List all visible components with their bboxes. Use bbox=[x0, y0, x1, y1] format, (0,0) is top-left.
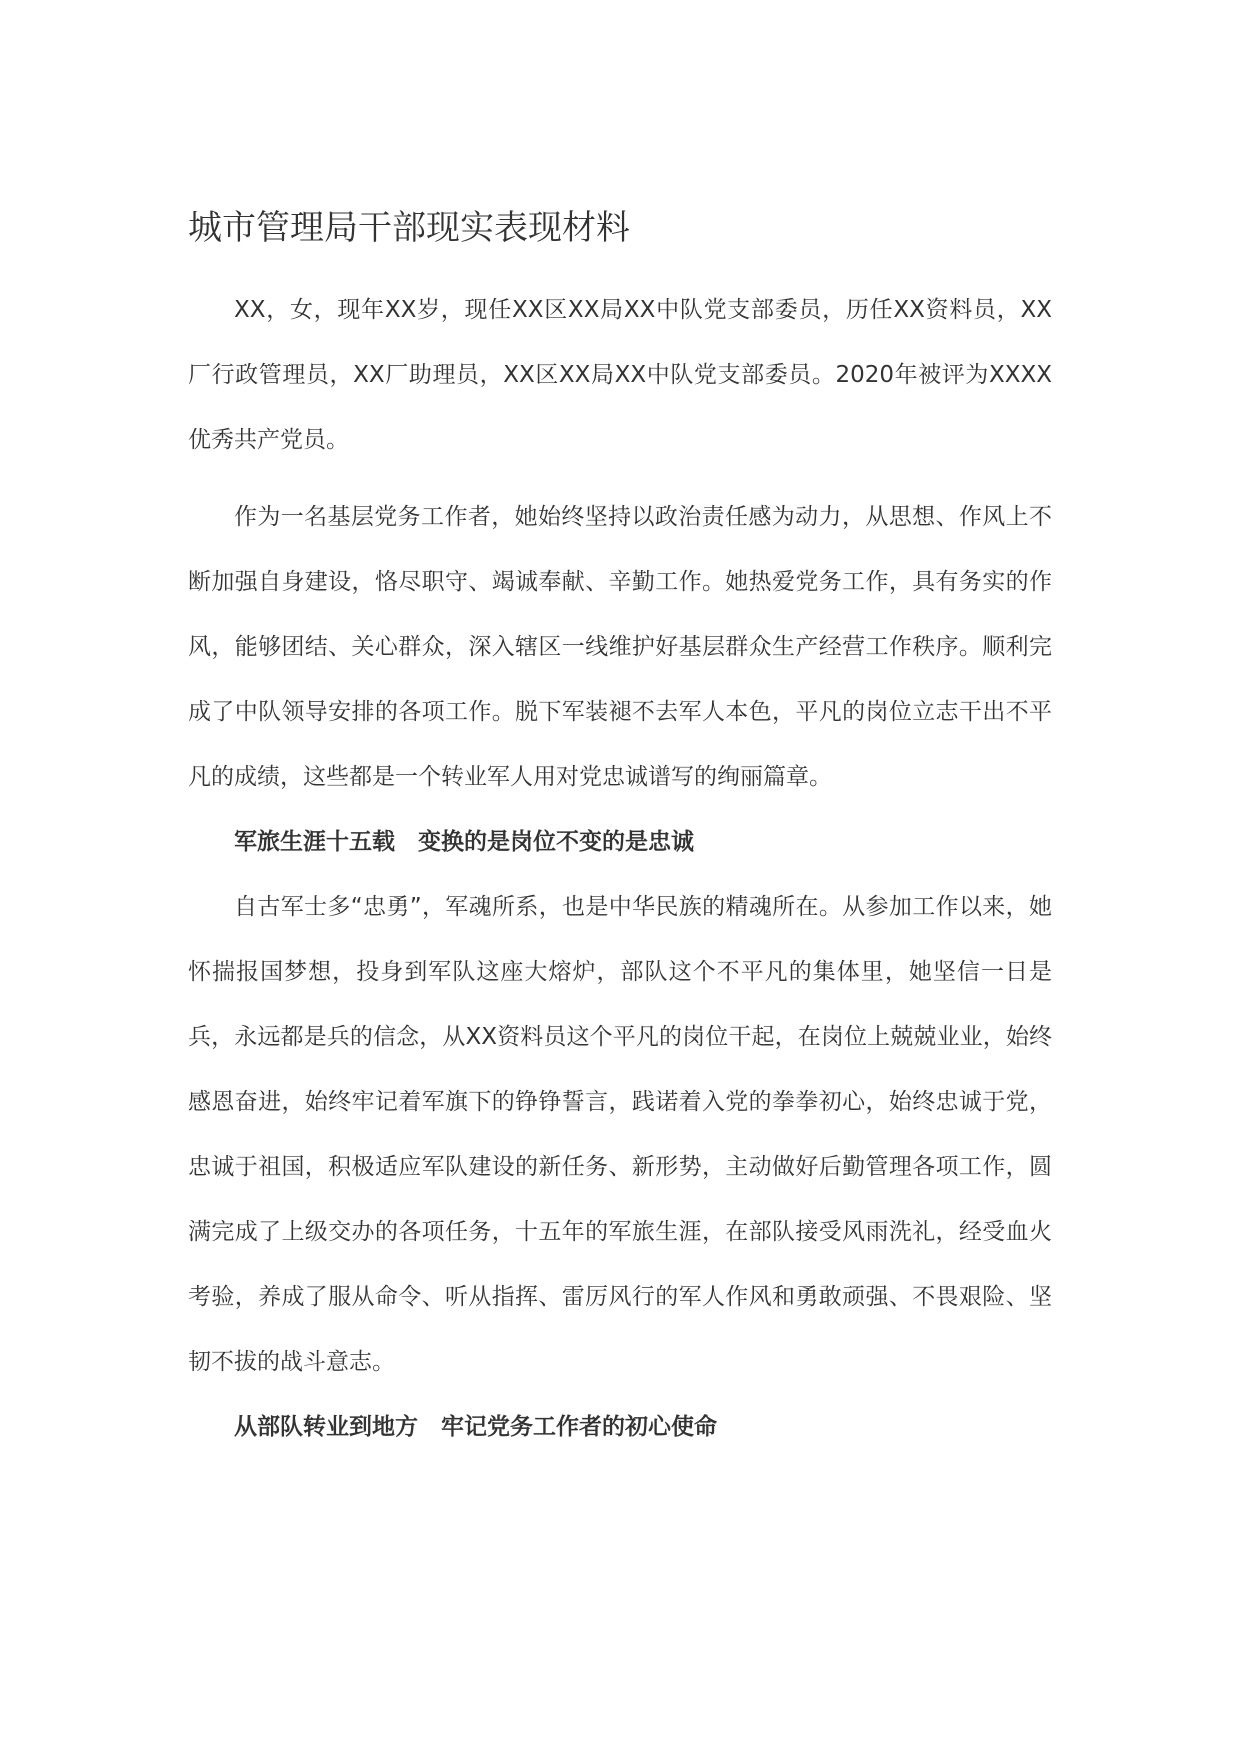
document-body bbox=[188, 192, 1052, 1460]
paragraph-profile: XX，女，现年XX岁，现任XX区XX局XX中队党支部委员，历任XX资料员，XX厂行政管理员，XX厂助理员，XX区XX局XX中队党支部委员。2020年被评为XXXX优秀共产党员。 bbox=[188, 297, 1052, 453]
paragraph-military-career: 自古军士多“忠勇”，军魂所系，也是中华民族的精魂所在。从参加工作以来，她怀揣报国梦想，投身到军队这座大熔炉，部队这个不平凡的集体里，她坚信一日是兵，永远都是兵的信念，从XX资料员这个平凡的岗位干起，在岗位上兢兢业业，始终感恩奋进，始终牢记着军旗下的铮铮誓言，践诺着入党的拳拳初心，始终忠诚于党，忠诚于祖国，积极适应军队建设的新任务、新形势，主动做好后勤管理各项工作，圆满完成了上级交办的各项任务，十五年的军旅生涯，在部队接受风雨洗礼，经受血火考验，养成了服从命令、听从指挥、雷厉风行的军人作风和勇敢顽强、不畏艰险、坚韧不拔的战斗意志。 bbox=[188, 894, 1052, 1375]
section-heading-transfer: 从部队转业到地方 牢记党务工作者的初心使命 bbox=[234, 1414, 717, 1440]
document-title: 城市管理局干部现实表现材料 bbox=[188, 208, 630, 248]
paragraph-summary: 作为一名基层党务工作者，她始终坚持以政治责任感为动力，从思想、作风上不断加强自身建设，恪尽职守、竭诚奉献、辛勤工作。她热爱党务工作，具有务实的作风，能够团结、关心群众，深入辖区一线维护好基层群众生产经营工作秩序。顺利完成了中队领导安排的各项工作。脱下军装褪不去军人本色，平凡的岗位立志干出不平凡的成绩，这些都是一个转业军人用对党忠诚谱写的绚丽篇章。 bbox=[188, 504, 1052, 790]
section-heading-military-career: 军旅生涯十五载 变换的是岗位不变的是忠诚 bbox=[234, 829, 694, 855]
